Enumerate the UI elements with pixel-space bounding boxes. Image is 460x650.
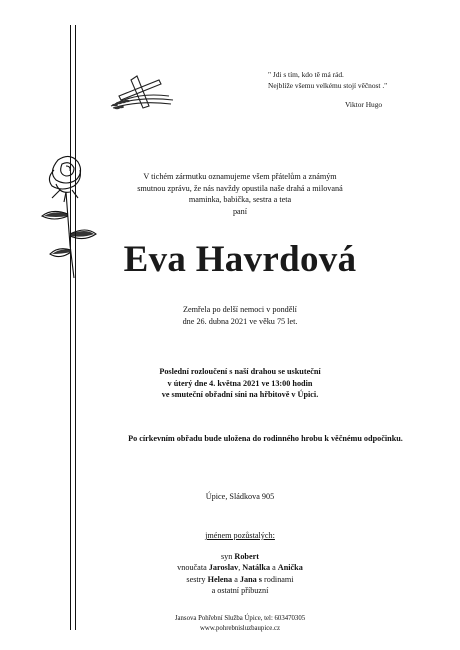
- sister-2: Jana: [239, 574, 257, 584]
- grandchild-2: Natálka: [242, 563, 271, 573]
- grandchild-3: Anička: [277, 563, 303, 573]
- quote-block: [268, 70, 428, 91]
- mourners-heading: jménem pozůstalých:: [205, 531, 275, 540]
- mourners-others: a ostatní příbuzní: [211, 586, 269, 596]
- announcement-line-2: smutnou zprávu, že nás navždy opustila naše drahá a milovaná: [137, 183, 343, 193]
- left-border-line-outer: [70, 25, 71, 630]
- quote-line-2: Nejblíže všemu velkému stojí věčnost .": [268, 80, 388, 90]
- mourners-grandchildren: [90, 562, 390, 574]
- death-line-1: Zemřela po delší nemoci v pondělí: [183, 305, 297, 314]
- sisters-mid: a: [232, 574, 240, 584]
- grand-sep-1: ,: [238, 563, 243, 573]
- announcement-line-4: paní: [232, 206, 248, 216]
- son-prefix: syn: [221, 551, 235, 561]
- death-info: [90, 304, 390, 327]
- farewell-info: [90, 366, 390, 401]
- announcement-block: [90, 171, 390, 217]
- farewell-line-2: v úterý dne 4. května 2021 ve 13:00 hodin: [167, 378, 313, 388]
- farewell-line-1: Poslední rozloučení s naší drahou se uskuteční: [159, 367, 321, 376]
- burial-info: Po církevním obřadu bude uložena do rodinného hrobu k věčnému odpočinku.: [128, 434, 403, 443]
- death-line-2: dne 26. dubna 2021 ve věku 75 let.: [182, 316, 298, 326]
- sisters-suffix: rodinami: [261, 574, 294, 584]
- announcement-line-3: maminka, babička, sestra a teta: [188, 195, 292, 205]
- cross-wheat-icon: [107, 66, 177, 112]
- footer-service: Jansova Pohřební Služba Úpice, tel: 603470305: [174, 615, 306, 622]
- quote-author: Viktor Hugo: [345, 100, 383, 109]
- sisters-suffix-bold: s: [256, 574, 262, 584]
- footer-website[interactable]: www.pohrebnisluzbaupice.cz: [200, 624, 280, 632]
- place: Úpice, Sládkova 905: [205, 492, 275, 501]
- mourners-son: [90, 551, 390, 563]
- sisters-prefix: sestry: [186, 574, 208, 584]
- mourners-block: [90, 530, 390, 597]
- announcement-line-1: V tichém zármutku oznamujeme všem přátelům a známým: [143, 172, 337, 181]
- farewell-line-3: ve smuteční obřadní síni na hřbitově v Úpici.: [161, 390, 319, 400]
- son-name: Robert: [234, 551, 259, 561]
- deceased-name: Eva Havrdová: [123, 239, 357, 280]
- grand-sep-2: a: [270, 563, 278, 573]
- quote-line-1: " Jdi s tím, kdo tě má rád.: [268, 70, 344, 79]
- footer: [90, 614, 390, 633]
- left-border-line-inner: [75, 25, 76, 630]
- sister-1: Helena: [207, 574, 233, 584]
- grand-prefix: vnoučata: [177, 563, 209, 573]
- grandchild-1: Jaroslav: [208, 563, 239, 573]
- mourners-sisters: [90, 574, 390, 586]
